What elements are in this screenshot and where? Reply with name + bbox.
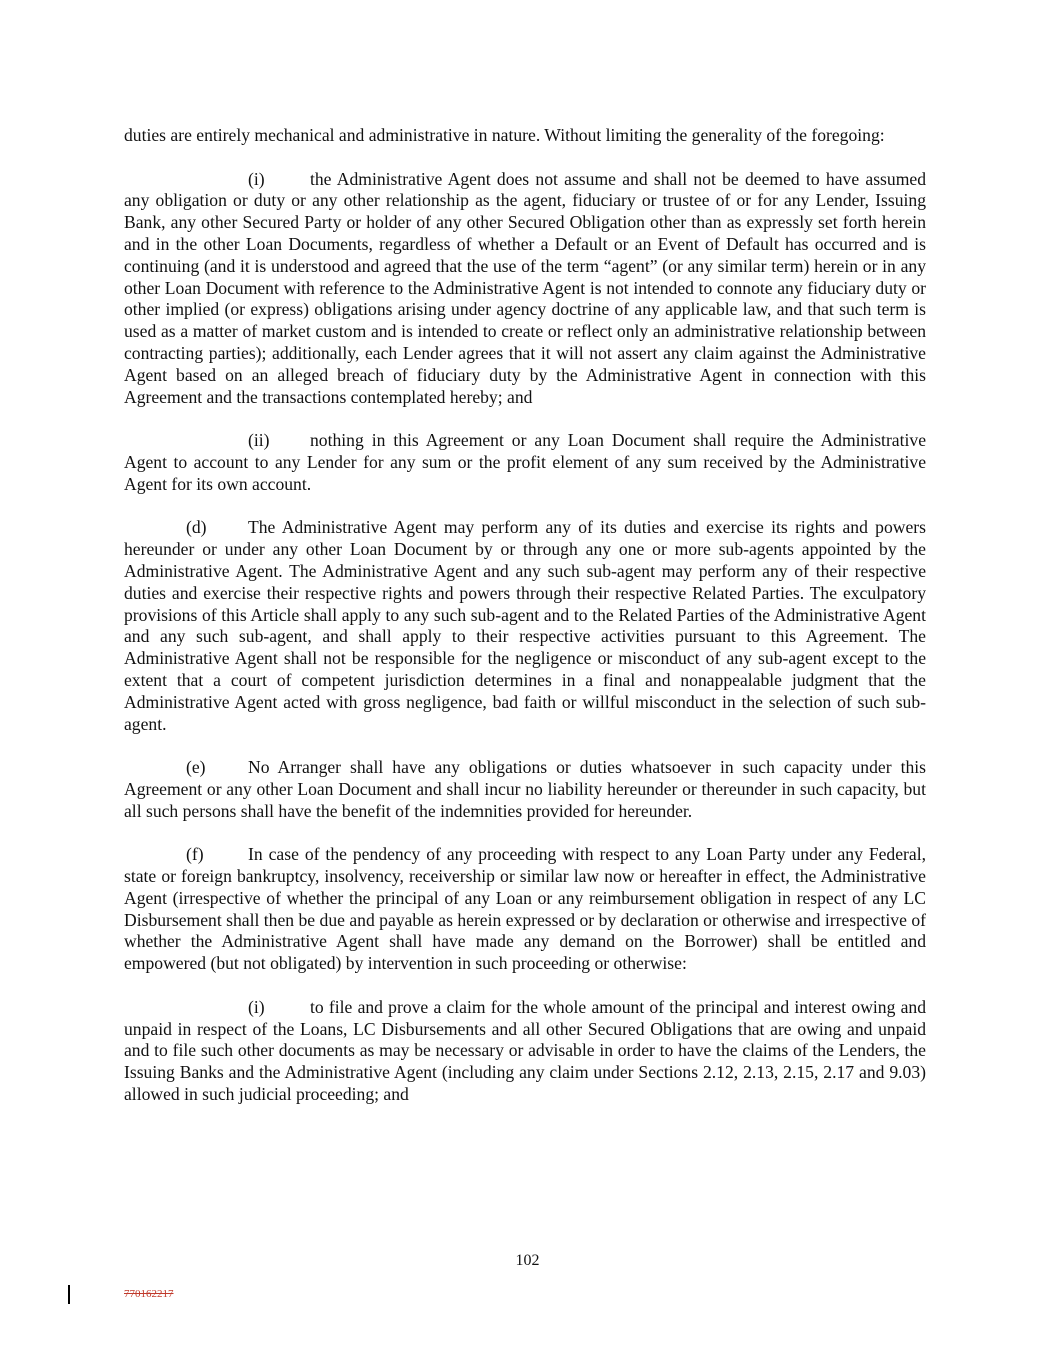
paragraph-text: duties are entirely mechanical and administrative in nature. Without limiting the generality of the foregoing: bbox=[124, 125, 885, 145]
paragraph-text: The Administrative Agent may perform any of its duties and exercise its rights and powers hereunder or under any other Loan Document by or through any one or more sub-agents appointed by the Administrative Agent. The Administrative Agent and any such sub-agent may perform any of their respective duties and exercise their respective rights and powers through their respective Related Parties. The exculpatory provisions of this Article shall apply to any such sub-agent and to the Related Parties of the Administrative Agent and any such sub-agent, and shall apply to their respective activities pursuant to this Agreement. The Administrative Agent shall not be responsible for the negligence or misconduct of any sub-agent except to the extent that a court of competent jurisdiction determines in a final and nonappealable judgment that the Administrative Agent acted with gross negligence, bad faith or willful misconduct in the selection of such sub-agent. bbox=[124, 517, 926, 734]
paragraph-text: to file and prove a claim for the whole amount of the principal and interest owing and unpaid in respect of the Loans, LC Disbursements and all other Secured Obligations that are owing and unpaid and to file such other documents as may be necessary or advisable in order to have the claims of the Lenders, the Issuing Banks and the Administrative Agent (including any claim under Sections 2.12, 2.13, 2.15, 2.17 and 9.03) allowed in such judicial proceeding; and bbox=[124, 996, 926, 1105]
paragraph-text: the Administrative Agent does not assume and shall not be deemed to have assumed any obligation or duty or any other relationship as the agent, fiduciary or trustee of or for any Lender, Issuing Bank, any other Secured Party or holder of any other Secured Obligation other than as expressly set forth herein and in the other Loan Documents, regardless of whether a Default or an Event of Default has occurred and is continuing (and it is understood and agreed that the use of the term “agent” (or any similar term) herein or in any other Loan Document with reference to the Administrative Agent is not intended to connote any fiduciary duty or other implied (or express) obligations arising under agency doctrine of any applicable law, and that such term is used as a matter of market custom and is intended to create or reflect only an administrative relationship between contracting parties); additionally, each Lender agrees that it will not assert any claim against the Administrative Agent based on an alleged breach of fiduciary duty by the Administrative Agent in connection with this Agreement and the transactions contemplated hereby; and bbox=[124, 168, 926, 407]
paragraph-section-f bbox=[124, 844, 926, 975]
section-marker: (f) bbox=[186, 844, 204, 865]
paragraph-text: In case of the pendency of any proceeding with respect to any Loan Party under any Federal, state or foreign bankruptcy, insolvency, receivership or similar law now or hereafter in effect, the Administrative Agent (irrespective of whether the principal of any Loan or any reimbursement obligation in respect of any LC Disbursement shall then be due and payable as herein expressed or by declaration or otherwise and irrespective of whether the Administrative Agent shall have made any demand on the Borrower) shall be entitled and empowered (but not obligated) by intervention in such proceeding or otherwise: bbox=[124, 844, 926, 974]
clause-marker: (ii) bbox=[248, 430, 270, 451]
page-number: 102 bbox=[515, 1252, 540, 1269]
section-marker: (e) bbox=[186, 757, 206, 778]
document-body bbox=[124, 125, 926, 1128]
clause-marker: (i) bbox=[248, 996, 265, 1017]
paragraph-clause-i-file-claim bbox=[124, 997, 926, 1106]
paragraph-clause-i bbox=[124, 169, 926, 409]
paragraph-section-e bbox=[124, 757, 926, 822]
paragraph-clause-ii bbox=[124, 430, 926, 495]
clause-marker: (i) bbox=[248, 168, 265, 189]
paragraph-text: nothing in this Agreement or any Loan Document shall require the Administrative Agent to account to any Lender for any sum or the profit element of any sum received by the Administrative Agent for its own account. bbox=[124, 430, 926, 494]
paragraph-text: No Arranger shall have any obligations or duties whatsoever in such capacity under this Agreement or any other Loan Document and shall incur no liability hereunder or thereunder in such capacity, but all such persons shall have the benefit of the indemnities provided for hereunder. bbox=[124, 757, 926, 821]
document-id: 770162217 bbox=[124, 1288, 174, 1300]
revision-change-bar bbox=[68, 1285, 70, 1304]
section-marker: (d) bbox=[186, 517, 207, 538]
paragraph-continuation bbox=[124, 125, 926, 147]
paragraph-section-d bbox=[124, 517, 926, 735]
